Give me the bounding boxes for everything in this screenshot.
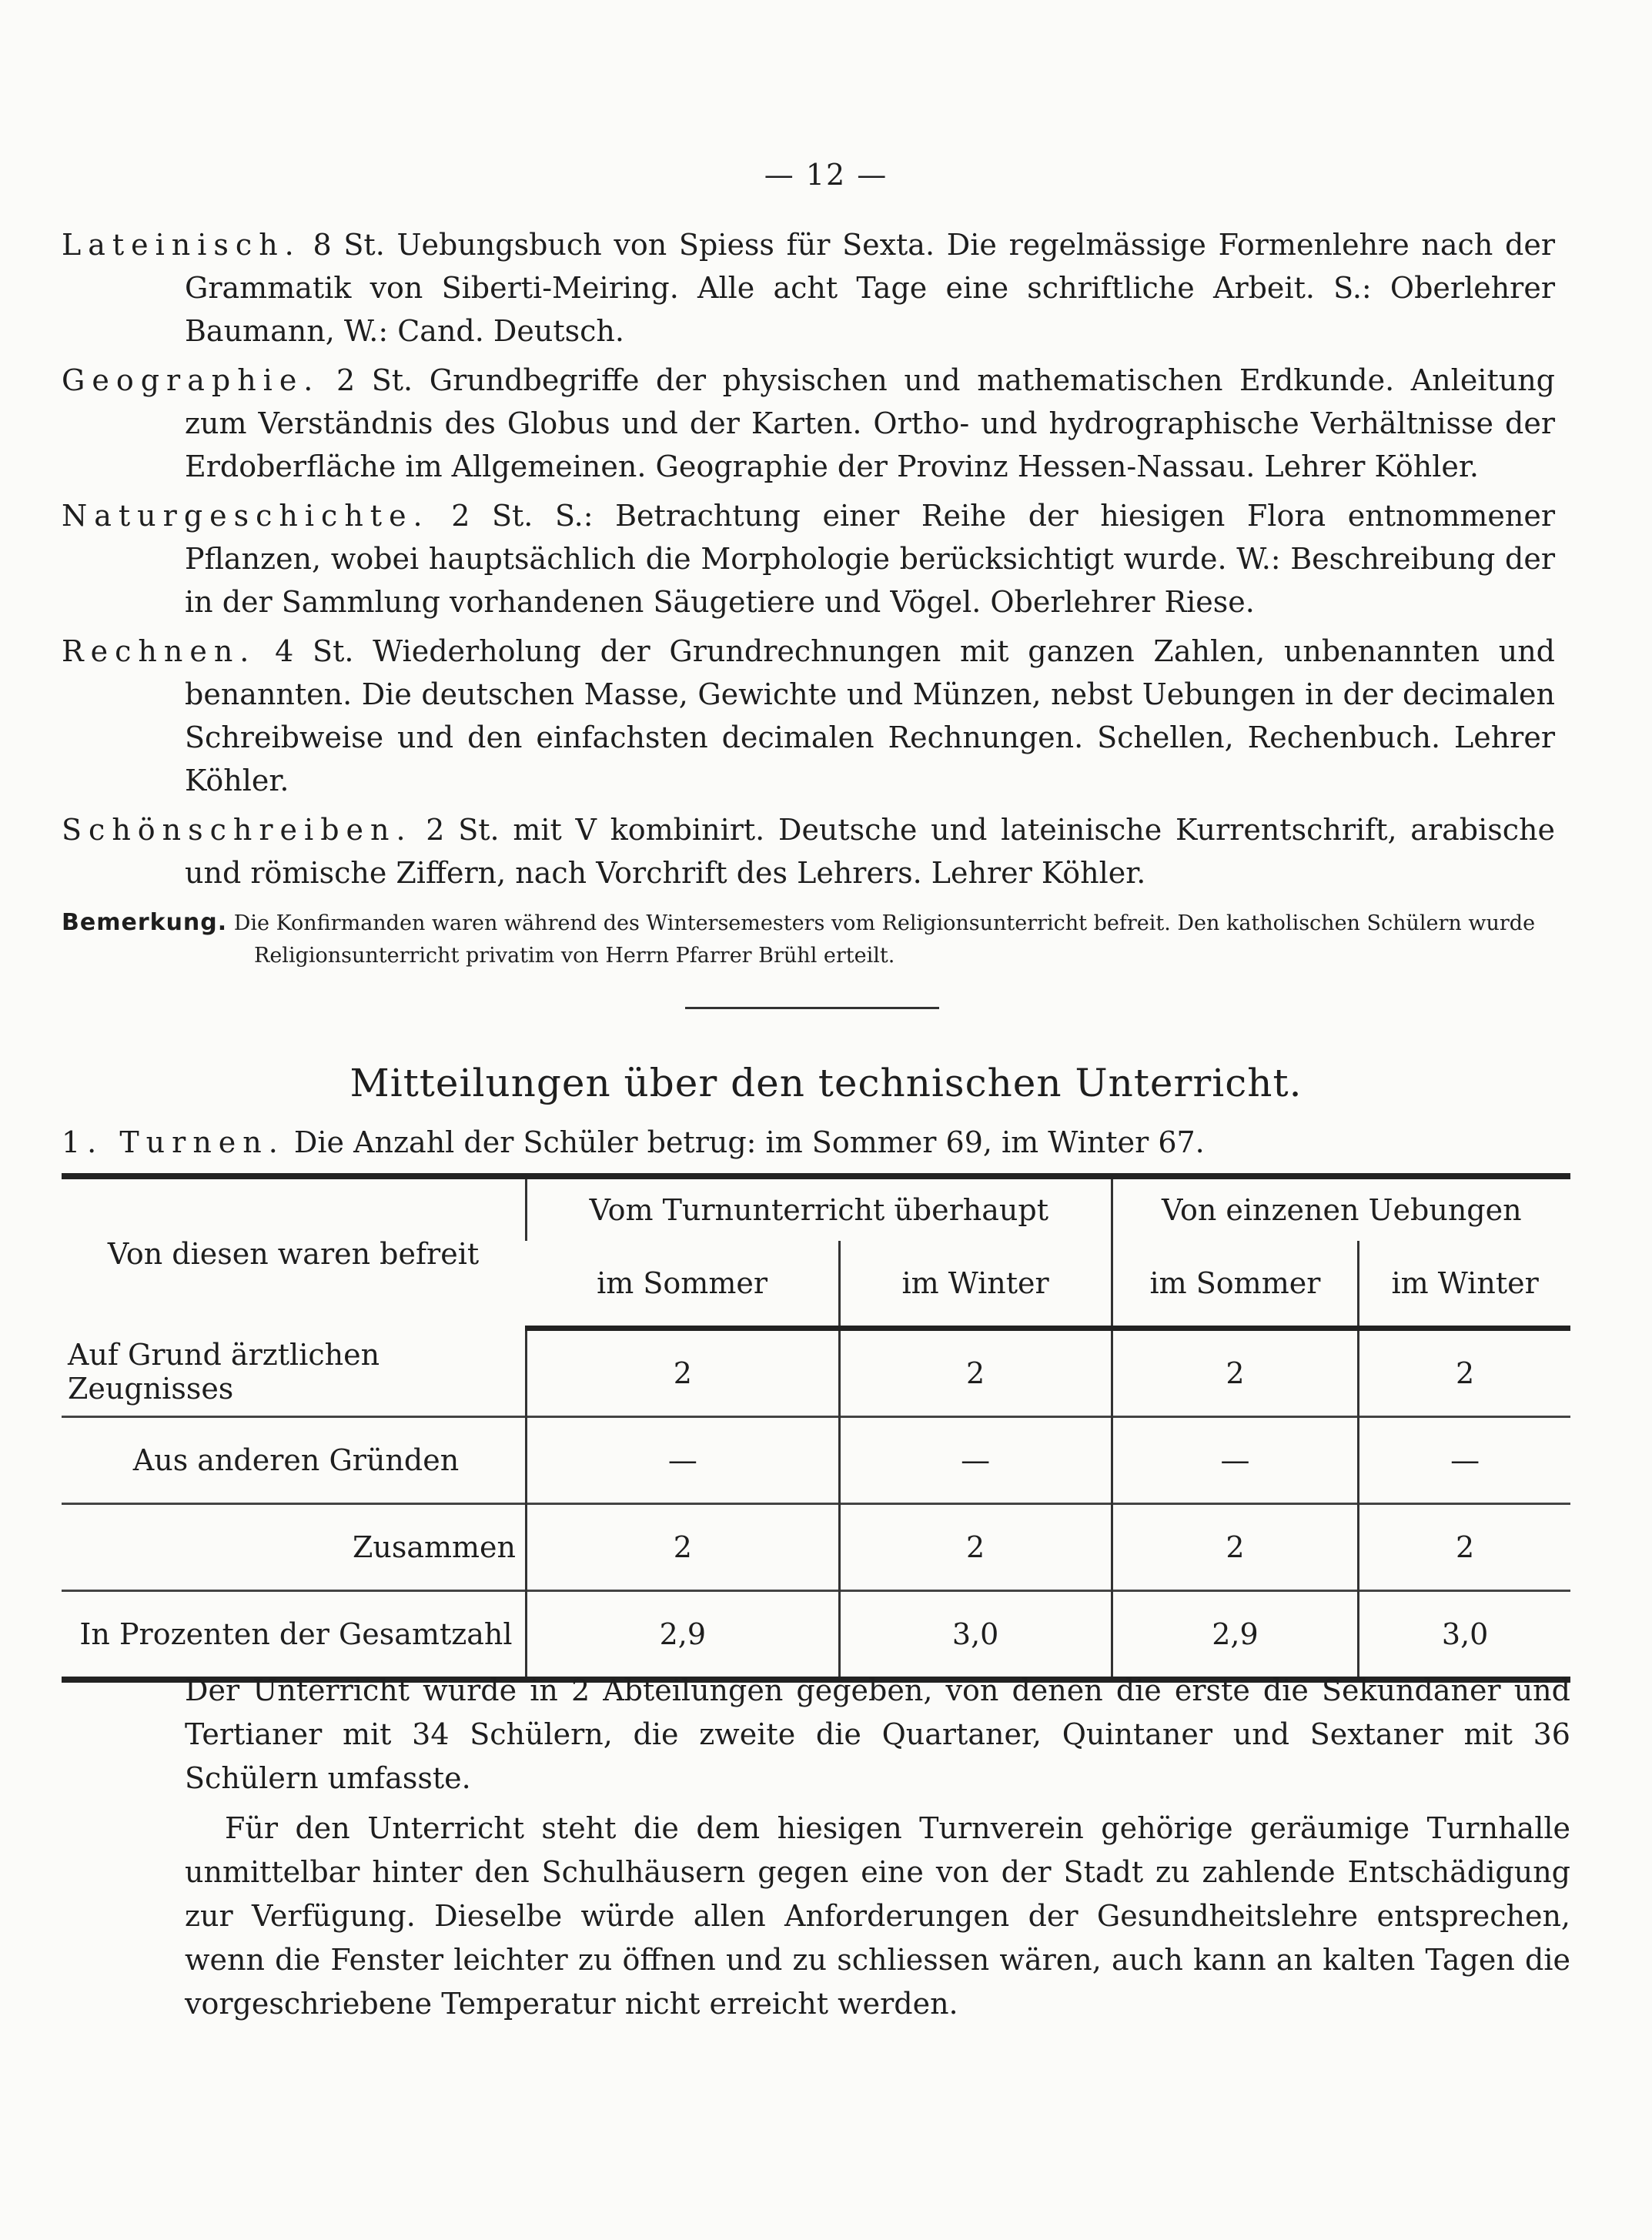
subject-penmanship xyxy=(62,808,1555,894)
group-header-exercises: Von einzenen Uebungen xyxy=(1112,1176,1570,1241)
table-cell: 2 xyxy=(839,1329,1112,1417)
subject-title: Geographie. xyxy=(62,363,320,397)
table-cell: — xyxy=(839,1417,1112,1504)
subject-title: Rechnen. xyxy=(62,634,256,668)
turnen-text: Die Anzahl der Schüler betrug: im Sommer 69, im Winter 67. xyxy=(284,1125,1205,1159)
subheader-winter: im Winter xyxy=(839,1241,1112,1329)
turnen-label: 1. Turnen. xyxy=(62,1125,285,1159)
subject-text: 2 St. Grundbegriffe der physischen und mathematischen Erdkunde. Anleitung zum Verständnis des Globus und der Karten. Ortho- und hydrographische Verhältnisse der Erdoberfläche im Allgemeinen. Geographie der Provinz Hessen-Nassau. Lehrer Köhler. xyxy=(185,363,1555,483)
row-label: Zusammen xyxy=(62,1504,527,1591)
table-row xyxy=(62,1591,1570,1680)
remark-text: Die Konfirmanden waren während des Wintersemesters vom Religionsunterricht befreit. Den katholischen Schülern wurde Religionsunterricht privatim von Herrn Pfarrer Brühl erteilt. xyxy=(227,911,1536,968)
turnen-summary xyxy=(62,1125,1563,1159)
subject-title: Schönschreiben. xyxy=(62,813,413,847)
subject-text: 2 St. S.: Betrachtung einer Reihe der hiesigen Flora entnommener Pflanzen, wobei hauptsächlich die Morphologie berücksichtigt wurde. W.: Beschreibung der in der Sammlung vorhandenen Säugetiere und Vögel. Oberlehrer Riese. xyxy=(185,499,1555,619)
paragraph: Der Unterricht wurde in 2 Abteilungen gegeben, von denen die erste die Sekundaner und Tertianer mit 34 Schülern, die zweite die Quartaner, Quintaner und Sextaner mit 36 Schülern umfasste. xyxy=(185,1673,1570,1795)
group-header-gymnastics: Vom Turnunterricht überhaupt xyxy=(527,1176,1112,1241)
subheader-summer: im Sommer xyxy=(527,1241,840,1329)
table-cell: 3,0 xyxy=(839,1591,1112,1680)
subject-title: Naturgeschichte. xyxy=(62,499,430,533)
table-cell: 2 xyxy=(527,1504,840,1591)
subject-text: 8 St. Uebungsbuch von Spiess für Sexta. Die regelmässige Formenlehre nach der Grammatik von Siberti-Meiring. Alle acht Tage eine schriftliche Arbeit. S.: Oberlehrer Baumann, W.: Cand. Deutsch. xyxy=(185,228,1555,348)
table-row xyxy=(62,1329,1570,1417)
closing-text xyxy=(185,1669,1570,2032)
subject-title: Lateinisch. xyxy=(62,228,301,262)
section-title: Mitteilungen über den technischen Unterricht. xyxy=(349,1061,1303,1105)
section-divider xyxy=(685,1007,939,1009)
subject-latin xyxy=(62,223,1555,353)
row-label: Aus anderen Gründen xyxy=(62,1417,527,1504)
table-cell: 2,9 xyxy=(527,1591,840,1680)
subject-text: 4 St. Wiederholung der Grundrechnungen mit ganzen Zahlen, unbenannten und benannten. Die deutschen Masse, Gewichte und Münzen, nebst Uebungen in der decimalen Schreibweise und den einfachsten decimalen Rechnungen. Schellen, Rechenbuch. Lehrer Köhler. xyxy=(185,634,1555,797)
table-row xyxy=(62,1417,1570,1504)
table-cell: 2 xyxy=(527,1329,840,1417)
table-cell: 3,0 xyxy=(1359,1591,1570,1680)
subject-text: 2 St. mit V kombinirt. Deutsche und lateinische Kurrentschrift, arabische und römische Ziffern, nach Vorchrift des Lehrers. Lehrer Köhler. xyxy=(185,813,1555,890)
subject-arithmetic xyxy=(62,630,1555,802)
remark-label: Bemerkung. xyxy=(62,909,228,936)
table-cell: 2 xyxy=(1359,1504,1570,1591)
row-label: Auf Grund ärztlichen Zeugnisses xyxy=(68,1338,380,1406)
page-number: — 12 — xyxy=(764,158,888,192)
subject-geography xyxy=(62,359,1555,488)
table-cell: 2 xyxy=(839,1504,1112,1591)
table-cell: — xyxy=(1359,1417,1570,1504)
table-cell: — xyxy=(1112,1417,1359,1504)
subheader-summer: im Sommer xyxy=(1112,1241,1359,1329)
exemption-table xyxy=(62,1173,1570,1683)
subheader-winter: im Winter xyxy=(1359,1241,1570,1329)
table-row xyxy=(62,1504,1570,1591)
paragraph: Für den Unterricht steht die dem hiesigen Turnverein gehörige geräumige Turnhalle unmittelbar hinter den Schulhäusern gegen eine von der Stadt zu zahlende Entschädigung zur Verfügung. Dieselbe würde allen Anforderungen der Gesundheitslehre entsprechen, wenn die Fenster leichter zu öffnen und zu schliessen wären, auch kann an kalten Tagen die vorgeschriebene Temperatur nicht erreicht werden. xyxy=(185,1811,1570,2021)
subject-list xyxy=(62,223,1555,972)
table-cell: 2 xyxy=(1112,1329,1359,1417)
row-label: In Prozenten der Gesamtzahl xyxy=(62,1591,527,1680)
table-cell: — xyxy=(527,1417,840,1504)
table-cell: 2 xyxy=(1359,1329,1570,1417)
table-cell: 2,9 xyxy=(1112,1591,1359,1680)
subject-natural-history xyxy=(62,494,1555,624)
table-cell: 2 xyxy=(1112,1504,1359,1591)
table-corner-header: Von diesen waren befreit xyxy=(107,1236,480,1271)
remark xyxy=(62,907,1555,972)
